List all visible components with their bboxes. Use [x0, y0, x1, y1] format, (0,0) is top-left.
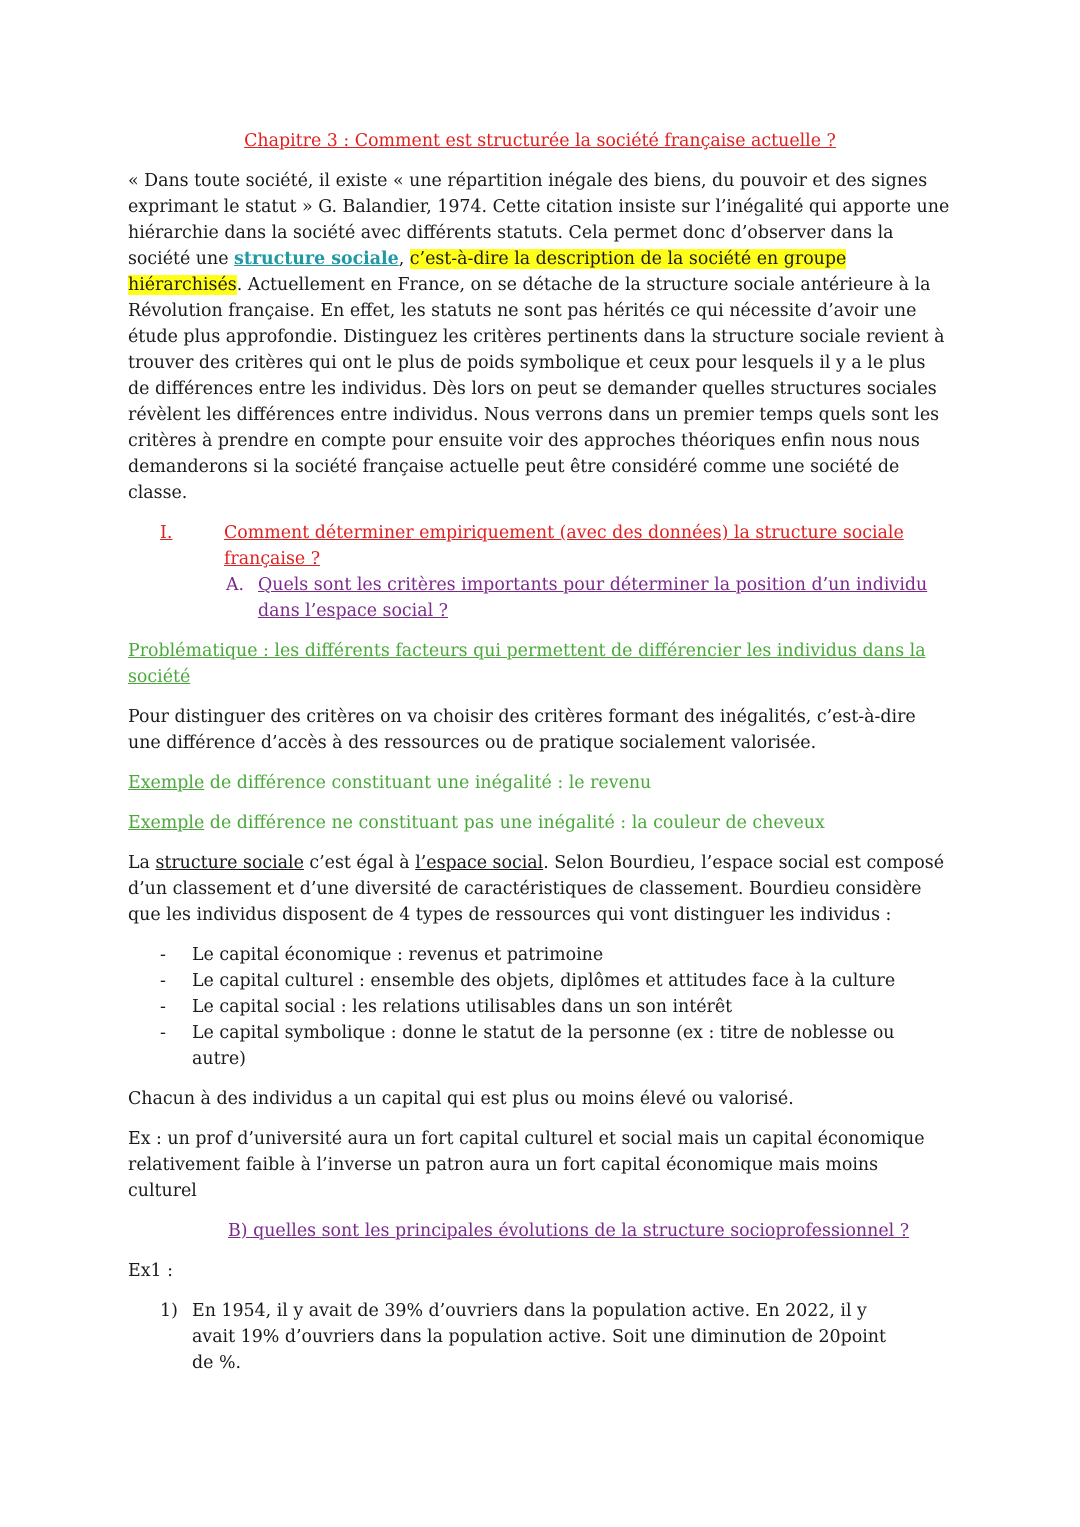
list-item-text: Le capital symbolique : donne le statut de la personne (ex : titre de noblesse ou autre)	[192, 1023, 895, 1069]
list-item	[128, 994, 952, 1020]
list-item	[128, 1298, 952, 1376]
intro-part1: « Dans toute société, il existe « une répartition inégale des biens, du pouvoir et des signes exprimant le statut » G. Balandier, 1974. Cette citation insiste sur l’inégalité qui apporte une hiérarchie dans la société avec différents statuts. Cela permet donc d’observer dans la société une	[128, 171, 950, 269]
list-item-text: Le capital culturel : ensemble des objets, diplômes et attitudes face à la culture	[192, 971, 896, 991]
text-fragment: c’est égal à	[303, 853, 416, 873]
problematique: Problématique : les différents facteurs qui permettent de différencier les individus dans la société	[128, 641, 926, 687]
intro-paragraph	[128, 168, 952, 506]
ex1-label: Ex1 :	[128, 1261, 173, 1281]
item-number: 1)	[160, 1301, 178, 1321]
text-fragment: La	[128, 853, 156, 873]
example-label: Exemple	[128, 813, 205, 833]
example-label: Exemple	[128, 773, 205, 793]
criteria-paragraph: Pour distinguer des critères on va choisir des critères formant des inégalités, c’est-à-dire une différence d’accès à des ressources ou de pratique socialement valorisée.	[128, 707, 916, 753]
section-B-heading: B) quelles sont les principales évolutions de la structure socioprofessionnel ?	[228, 1221, 910, 1241]
keyword-structure-sociale: structure sociale	[234, 249, 399, 269]
list-item-text: Le capital social : les relations utilisables dans un son intérêt	[192, 997, 733, 1017]
ex1-list	[128, 1298, 952, 1376]
chapter-title: Chapitre 3 : Comment est structurée la société française actuelle ?	[244, 131, 836, 151]
example-text: de différence ne constituant pas une inégalité : la couleur de cheveux	[204, 813, 825, 833]
section-I-number: I.	[160, 523, 173, 543]
bourdieu-paragraph	[128, 850, 952, 928]
example-inequality	[128, 770, 952, 796]
text-fragment: . Selon Bourdieu, l’espace social est composé d’un classement et d’une diversité de caractéristiques de classement. Bourdieu considère que les individus disposent de 4 types de ressources qui vont distinguer les individus :	[128, 853, 944, 925]
example-prof-paragraph: Ex : un prof d’université aura un fort capital culturel et social mais un capital économique relativement faible à l’inverse un patron aura un fort capital économique mais moins culturel	[128, 1129, 925, 1201]
section-A-number: A.	[226, 575, 245, 595]
section-A-text: Quels sont les critères importants pour déterminer la position d’un individu dans l’espace social ?	[258, 575, 928, 621]
dash-bullet: -	[160, 997, 166, 1017]
term-espace-social: l’espace social	[415, 853, 544, 873]
section-I-text: Comment déterminer empiriquement (avec des données) la structure sociale française ?	[224, 523, 904, 569]
dash-bullet: -	[160, 971, 166, 991]
section-I-heading	[128, 520, 952, 572]
intro-comma: ,	[398, 249, 410, 269]
example-not-inequality	[128, 810, 952, 836]
list-item	[128, 968, 952, 994]
list-item-text: En 1954, il y avait de 39% d’ouvriers dans la population active. En 2022, il y avait 19% d’ouvriers dans la population active. Soit une diminution de 20point de %.	[192, 1301, 886, 1373]
capital-list	[128, 942, 952, 1072]
dash-bullet: -	[160, 1023, 166, 1043]
list-item	[128, 942, 952, 968]
list-item-text: Le capital économique : revenus et patrimoine	[192, 945, 604, 965]
intro-part2: . Actuellement en France, on se détache de la structure sociale antérieure à la Révolution française. En effet, les statuts ne sont pas hérités ce qui nécessite d’avoir une étude plus approfondie. Distinguez les critères pertinents dans la structure sociale revient à trouver des critères qui ont le plus de poids symbolique et ceux pour lesquels il y a le plus de différences entre les individus. Dès lors on peut se demander quelles structures sociales révèlent les différences entre individus. Nous verrons dans un premier temps quels sont les critères à prendre en compte pour ensuite voir des approches théoriques enfin nous nous demanderons si la société française actuelle peut être considéré comme une société de classe.	[128, 275, 945, 503]
list-item	[128, 1020, 952, 1072]
dash-bullet: -	[160, 945, 166, 965]
term-structure-sociale: structure sociale	[155, 853, 304, 873]
chacun-paragraph: Chacun à des individus a un capital qui est plus ou moins élevé ou valorisé.	[128, 1089, 794, 1109]
example-text: de différence constituant une inégalité : le revenu	[204, 773, 652, 793]
highlighted-definition: c’est-à-dire la description de la société en groupe hiérarchisés	[128, 249, 847, 295]
section-A-heading	[226, 572, 952, 624]
